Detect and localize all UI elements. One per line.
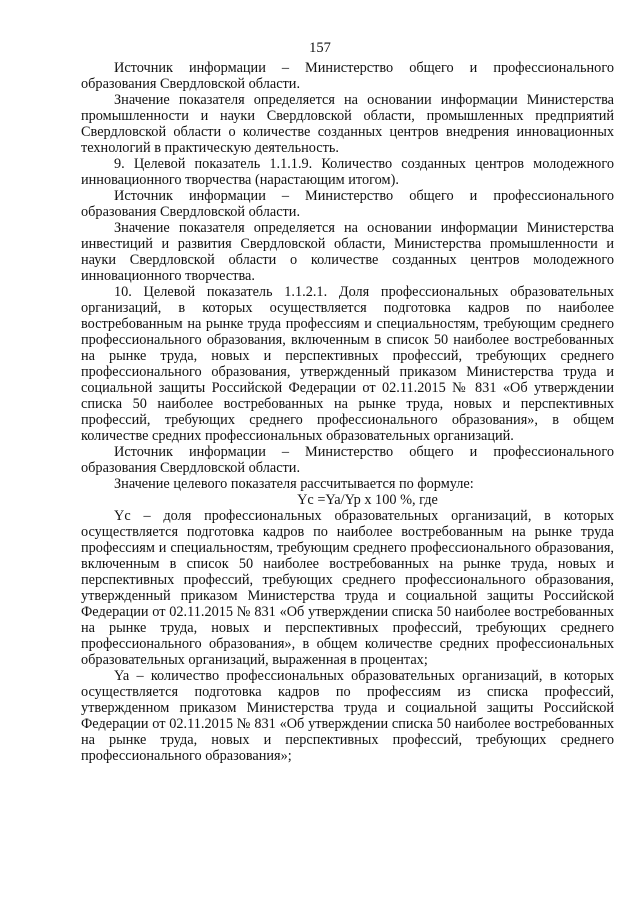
paragraph-value-determination-1: Значение показателя определяется на основании информации Министерства промышленности и науки Свердловской области, промышленных предприятий Свердловской области о количестве созданных центров внедрения инновационных технологий в практическую деятельность. bbox=[81, 92, 614, 156]
paragraph-formula-intro: Значение целевого показателя рассчитывается по формуле: bbox=[114, 476, 474, 492]
formula: Yc =Ya/Yp x 100 %, где bbox=[297, 492, 438, 508]
paragraph-target-indicator-9: 9. Целевой показатель 1.1.1.9. Количество созданных центров молодежного инновационного творчества (нарастающим итогом). bbox=[81, 156, 614, 188]
paragraph-source-3: Источник информации – Министерство общего и профессионального образования Свердловской области. bbox=[81, 444, 614, 476]
paragraph-source-1: Источник информации – Министерство общего и профессионального образования Свердловской области. bbox=[81, 60, 614, 92]
document-body bbox=[81, 60, 614, 764]
page-number: 157 bbox=[309, 40, 331, 56]
paragraph-source-2: Источник информации – Министерство общего и профессионального образования Свердловской области. bbox=[81, 188, 614, 220]
paragraph-target-indicator-10: 10. Целевой показатель 1.1.2.1. Доля профессиональных образовательных организаций, в которых осуществляется подготовка кадров по наиболее востребованным на рынке труда профессиям и специальностям, требующим среднего профессионального образования, включенным в список 50 наиболее востребованных на рынке труда, новых и перспективных профессий, требующих среднего профессионального образования, утвержденный приказом Министерства труда и социальной защиты Российской Федерации от 02.11.2015 № 831 «Об утверждении списка 50 наиболее востребованных на рынке труда, новых и перспективных профессий, требующих среднего профессионального образования», в общем количестве средних профессиональных образовательных организаций. bbox=[81, 284, 614, 444]
paragraph-value-determination-2: Значение показателя определяется на основании информации Министерства инвестиций и развития Свердловской области, Министерства промышленности и науки Свердловской области о количестве созданных центров молодежного инновационного творчества. bbox=[81, 220, 614, 284]
definition-ya: Ya – количество профессиональных образовательных организаций, в которых осуществляется подготовка кадров по профессиям из списка профессий, утвержденном приказом Министерства труда и социальной защиты Российской Федерации от 02.11.2015 № 831 «Об утверждении списка 50 наиболее востребованных на рынке труда, новых и перспективных профессий, требующих среднего профессионального образования»; bbox=[81, 668, 614, 764]
definition-yc: Yc – доля профессиональных образовательных организаций, в которых осуществляется подготовка кадров по наиболее востребованным на рынке труда профессиям и специальностям, требующим среднего профессионального образования, включенным в список 50 наиболее востребованных на рынке труда, новых и перспективных профессий, требующих среднего профессионального образования, утвержденный приказом Министерства труда и социальной защиты Российской Федерации от 02.11.2015 № 831 «Об утверждении списка 50 наиболее востребованных на рынке труда, новых и перспективных профессий, требующих среднего профессионального образования», в общем количестве средних профессиональных образовательных организаций, выраженная в процентах; bbox=[81, 508, 614, 668]
